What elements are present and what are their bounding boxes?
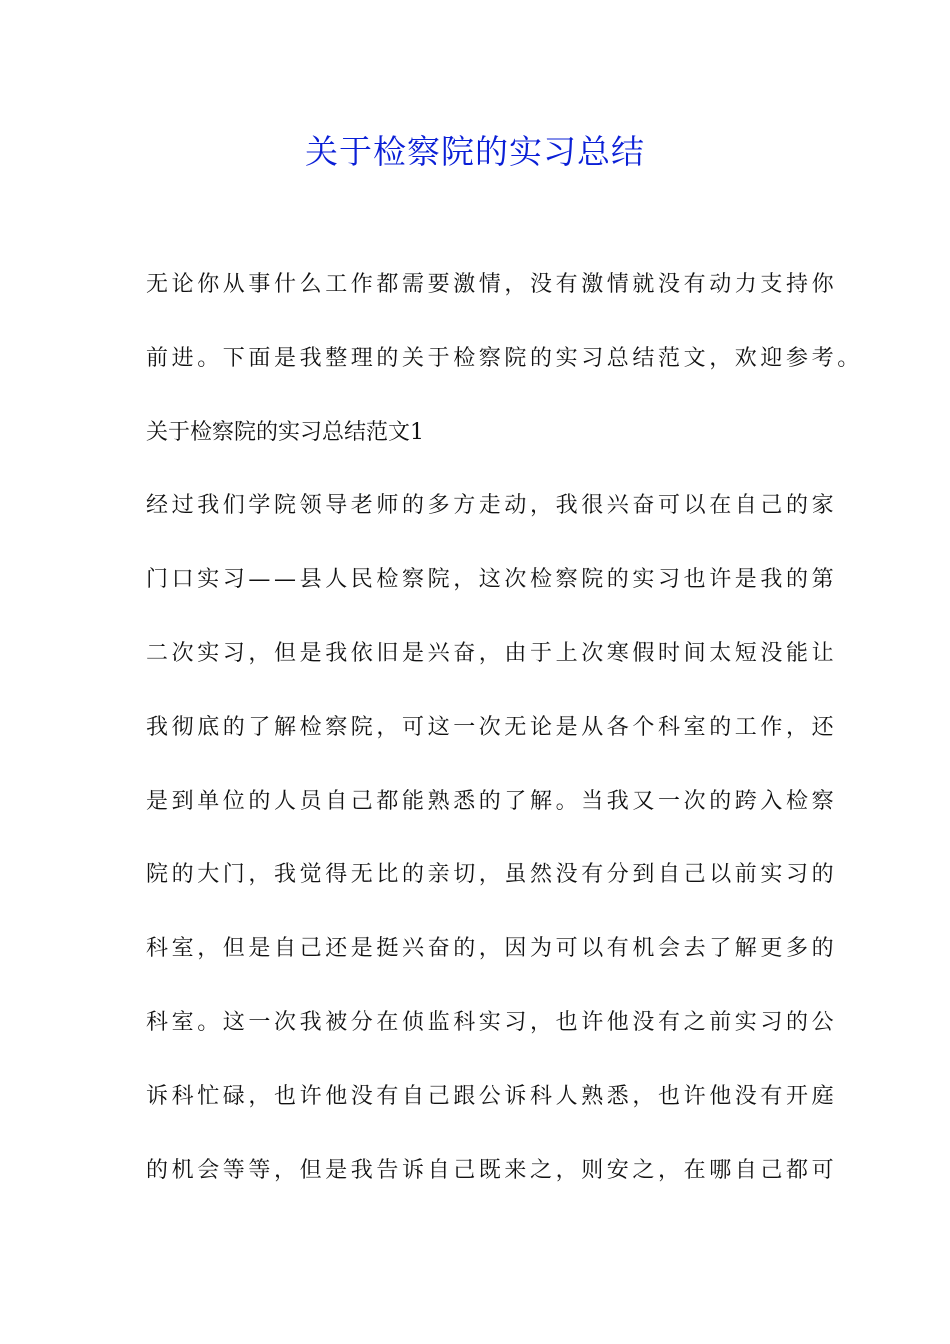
paragraph-line: 的机会等等，但是我告诉自己既来之，则安之，在哪自己都可 bbox=[146, 1157, 838, 1183]
paragraph-line: 二次实习，但是我依旧是兴奋，由于上次寒假时间太短没能让 bbox=[146, 640, 838, 666]
paragraph-line: 前进。下面是我整理的关于检察院的实习总结范文，欢迎参考。 bbox=[146, 345, 863, 371]
section-heading: 关于检察院的实习总结范文1 bbox=[146, 419, 424, 445]
paragraph-line: 经过我们学院领导老师的多方走动，我很兴奋可以在自己的家 bbox=[146, 493, 838, 519]
paragraph-line: 门口实习——县人民检察院，这次检察院的实习也许是我的第 bbox=[146, 567, 838, 593]
paragraph-line: 诉科忙碌，也许他没有自己跟公诉科人熟悉，也许他没有开庭 bbox=[146, 1083, 838, 1109]
document-title: 关于检察院的实习总结 bbox=[305, 132, 645, 171]
paragraph-line: 我彻底的了解检察院，可这一次无论是从各个科室的工作，还 bbox=[146, 714, 838, 740]
paragraph-line: 科室，但是自己还是挺兴奋的，因为可以有机会去了解更多的 bbox=[146, 936, 838, 962]
paragraph-line: 院的大门，我觉得无比的亲切，虽然没有分到自己以前实习的 bbox=[146, 862, 838, 888]
paragraph-line: 科室。这一次我被分在侦监科实习，也许他没有之前实习的公 bbox=[146, 1009, 838, 1035]
document-body bbox=[146, 262, 863, 1221]
paragraph-line: 无论你从事什么工作都需要激情，没有激情就没有动力支持你 bbox=[146, 272, 838, 297]
paragraph-line: 是到单位的人员自己都能熟悉的了解。当我又一次的跨入检察 bbox=[146, 788, 838, 814]
